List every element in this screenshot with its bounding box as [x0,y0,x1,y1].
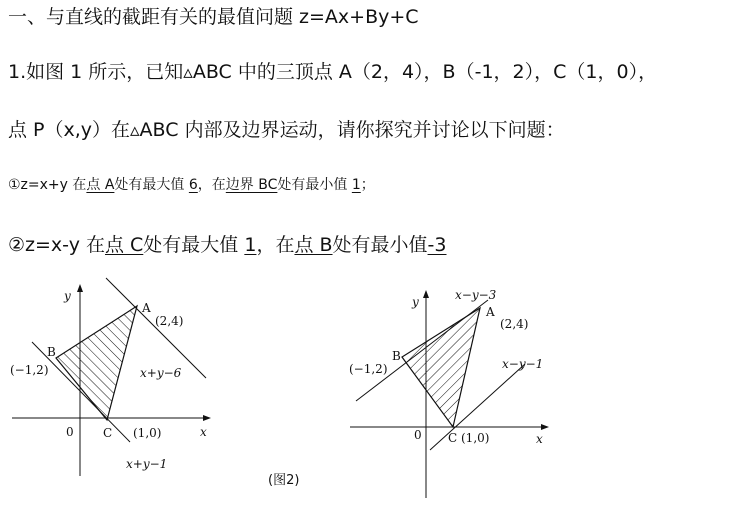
y-axis-arrow [77,284,83,292]
question-1 [8,174,375,194]
label-b-coord: (−1,2) [10,363,49,377]
problem-line-1: 1.如图 1 所示，已知▵ABC 中的三顶点 A（2，4），B（-1，2），C（1，0）， [8,61,658,83]
q1-edge-answer: 边界 BC [225,177,278,193]
q2-mid2: ，在 [256,234,295,256]
figure-2-caption: (图2) [268,473,300,488]
figure-2 [340,280,570,502]
x-axis-arrow [541,424,549,430]
x-axis-arrow [203,415,211,421]
q2-min-answer: -3 [427,234,447,256]
label-c: C (1,0) [448,431,490,445]
q1-mid3: 处有最小值 [277,177,352,193]
problem-line-2: 点 P（x,y）在▵ABC 内部及边界运动，请你探究并讨论以下问题： [8,119,565,141]
label-x: x [200,425,207,439]
q2-point-answer: 点 C [104,234,144,256]
triangle-abc [56,306,137,420]
label-a: A [142,301,151,315]
question-2 [8,230,447,257]
label-y: y [64,289,71,303]
label-line-lower: x+y−1 [126,457,168,471]
label-b: B [47,345,56,359]
label-a-coord: (2,4) [155,314,184,328]
q2-point2-answer: 点 B [294,234,333,256]
label-line-upper: x−y−3 [455,288,497,302]
label-c: C [103,426,113,440]
q2-mid3: 处有最小值 [332,234,428,256]
label-a: A [486,305,495,319]
q1-max-answer: 6 [188,177,198,193]
q1-mid1: 处有最大值 [114,177,189,193]
figure-1 [0,270,240,482]
label-x: x [536,432,543,446]
label-origin: 0 [414,428,422,442]
section-heading: 一、与直线的截距有关的最值问题 z=Ax+By+C [8,6,419,28]
q2-max-answer: 1 [244,234,257,256]
label-c-coord: (1,0) [133,426,162,440]
q1-mid2: ，在 [197,177,226,193]
label-b-coord: (−1,2) [349,362,388,376]
q2-mid1: 处有最大值 [143,234,245,256]
q1-point-answer: 点 A [86,177,115,193]
y-axis-arrow [423,290,429,298]
label-origin: 0 [66,425,74,439]
q1-min-answer: 1 [351,177,361,193]
label-y: y [412,295,419,309]
q2-prefix: ②z=x-y 在 [8,234,105,256]
label-line-upper: x+y−6 [140,366,182,380]
q1-prefix: ①z=x+y 在 [8,177,87,193]
label-line-lower: x−y−1 [502,357,544,371]
label-b: B [392,349,401,363]
label-a-coord: (2,4) [500,317,529,331]
q1-end: ； [360,177,375,193]
triangle-abc [402,308,480,427]
